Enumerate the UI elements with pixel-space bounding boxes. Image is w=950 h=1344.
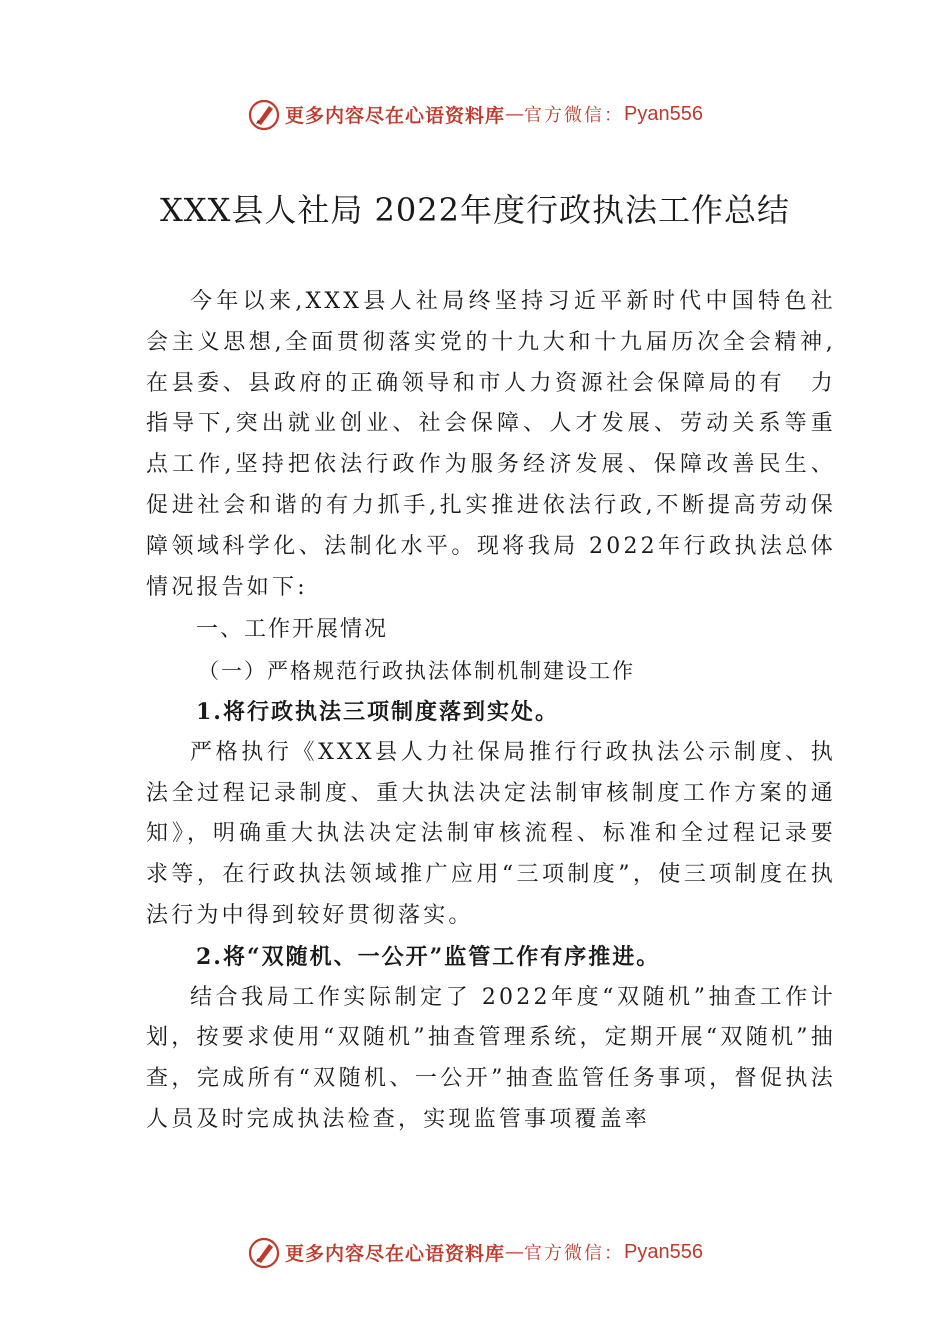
footer-banner (0, 1232, 950, 1272)
pen-nib-circle-icon (247, 1235, 281, 1269)
intro-paragraph: 今年以来,XXX县人社局终坚持习近平新时代中国特色社会主义思想,全面贯彻落实党的十九大和十九届历次全会精神,在县委、县政府的正确领导和市人力资源社会保障局的有 力指导下,突出就业创业、社会保障、人才发展、劳动关系等重点工作,坚持把依法行政作为服务经济发展、保障改善民生、促进社会和谐的有力抓手,扎实推进依法行政,不断提高劳动保障领域科学化、法制化水平。现将我局 2022年行政执法总体情况报告如下: (146, 289, 836, 600)
banner-wechat-label: 官方微信： (524, 1243, 625, 1264)
item-heading-2: 2.将“双随机、一公开”监管工作有序推进。 (196, 943, 661, 970)
item-paragraph-2: 结合我局工作实际制定了 2022年度“双随机”抽查工作计划，按要求使用“双随机”抽查管理系统，定期开展“双随机”抽查，完成所有“双随机、一公开”抽查监管任务事项，督促执法人员及时完成执法检查，实现监管事项覆盖率 (146, 984, 836, 1132)
header-banner (0, 94, 950, 134)
banner-separator: — (505, 103, 525, 125)
item-heading-1: 1.将行政执法三项制度落到实处。 (196, 698, 559, 725)
item-paragraph-1: 严格执行《XXX县人力社保局推行行政执法公示制度、执法全过程记录制度、重大执法决定法制审核制度工作方案的通知》，明确重大执法决定法制审核流程、标准和全过程记录要求等，在行政执法领域推广应用“三项制度”，使三项制度在执法行为中得到较好贯彻落实。 (146, 739, 836, 928)
banner-account: Pyan556 (624, 102, 703, 125)
banner-separator: — (505, 1241, 525, 1263)
banner-wechat-label: 官方微信： (524, 105, 625, 126)
banner-brand: 更多内容尽在心语资料库 (285, 104, 506, 127)
subsection-heading-1: （一）严格规范行政执法体制机制建设工作 (198, 659, 635, 684)
section-heading-1: 一、工作开展情况 (196, 617, 389, 643)
document-title: XXX县人社局 2022年度行政执法工作总结 (160, 191, 790, 229)
banner-account: Pyan556 (624, 1240, 703, 1263)
pen-nib-circle-icon (247, 97, 281, 131)
banner-brand: 更多内容尽在心语资料库 (285, 1242, 506, 1265)
document-body (146, 282, 836, 1141)
